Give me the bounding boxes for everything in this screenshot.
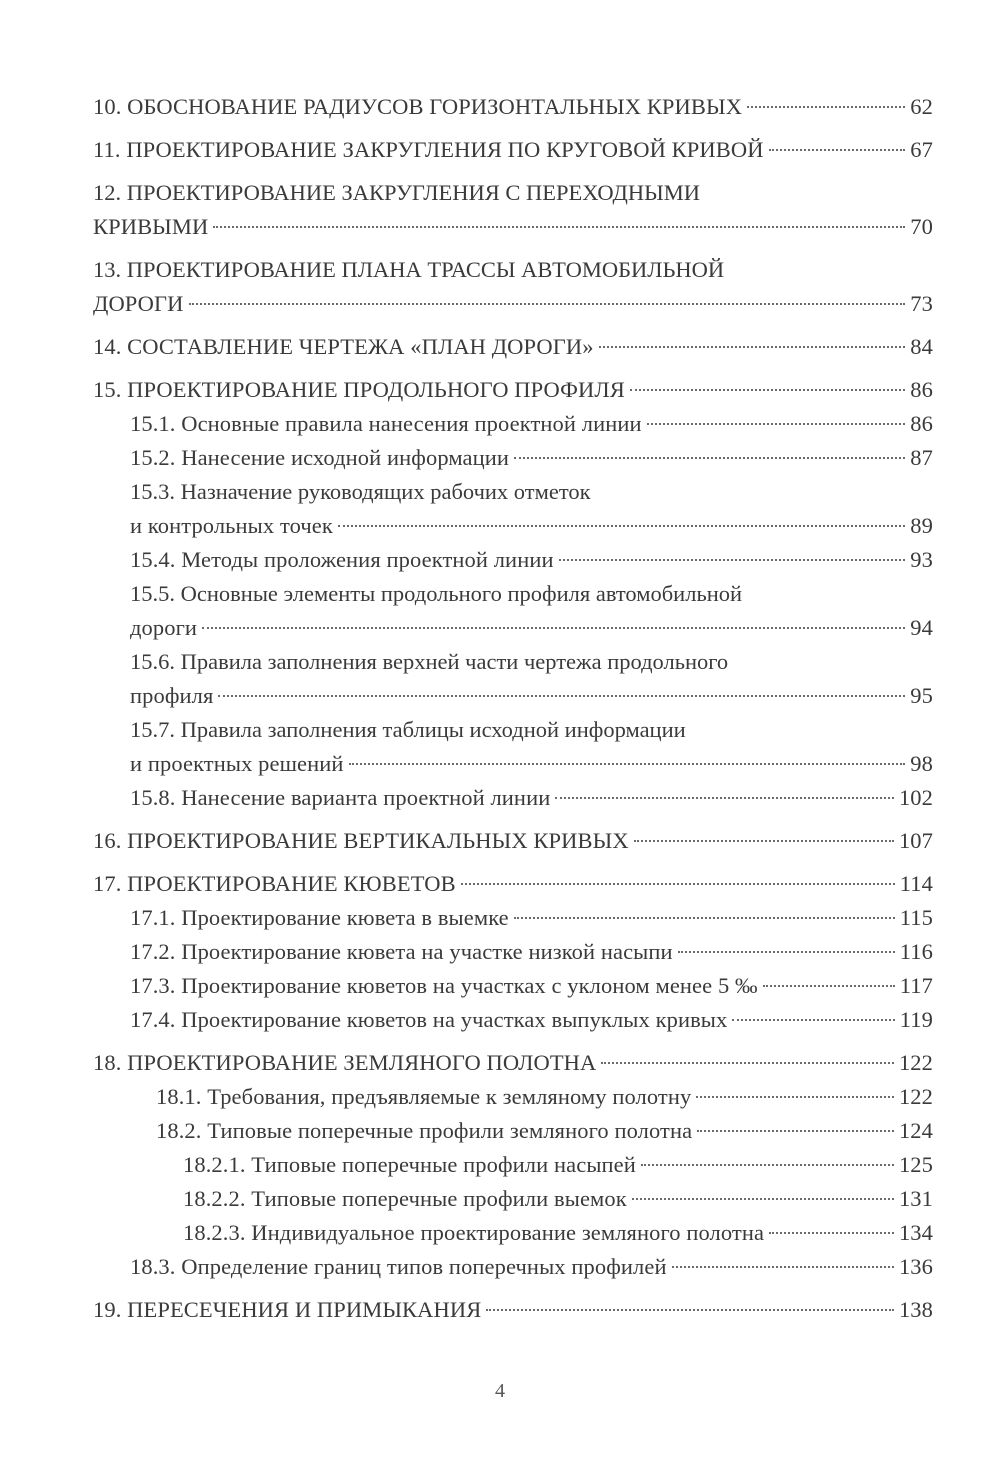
toc-entry-17 [93, 867, 933, 901]
dot-leader [747, 106, 905, 108]
dot-leader [218, 695, 905, 697]
dot-leader [696, 1096, 894, 1098]
toc-entry-page: 114 [899, 871, 933, 896]
toc-entry-18-1 [93, 1080, 933, 1114]
toc-entry-page: 70 [910, 214, 933, 239]
toc-entry-title-line2: профиля [130, 683, 214, 708]
toc-entry-title-line1: 15.3. Назначение руководящих рабочих отметок [130, 479, 591, 504]
toc-entry-page: 107 [898, 828, 933, 853]
dot-leader [514, 917, 895, 919]
toc-entry-title: 15.4. Методы проложения проектной линии [130, 547, 554, 572]
toc-entry-title: 15.1. Основные правила нанесения проектной линии [130, 411, 642, 436]
dot-leader [647, 423, 906, 425]
toc-entry-16 [93, 824, 933, 858]
toc-entry-page: 102 [898, 785, 933, 810]
toc-entry-17-2 [93, 935, 933, 969]
toc-entry-19 [93, 1293, 933, 1327]
page-number: 4 [495, 1380, 505, 1402]
dot-leader [461, 883, 895, 885]
toc-entry-page: 122 [898, 1050, 933, 1075]
toc-entry-15-3 [93, 475, 933, 543]
toc-entry-page: 87 [910, 445, 933, 470]
toc-entry-17-4 [93, 1003, 933, 1037]
toc-entry-page: 73 [910, 291, 933, 316]
toc-entry-page: 98 [910, 751, 933, 776]
dot-leader [202, 627, 905, 629]
dot-leader [486, 1309, 894, 1311]
dot-leader [338, 525, 905, 527]
dot-leader [634, 840, 894, 842]
dot-leader [213, 226, 905, 228]
toc-entry-page: 115 [899, 905, 933, 930]
toc-entry-15-8 [93, 781, 933, 815]
dot-leader [672, 1266, 894, 1268]
toc-entry-title: 17.4. Проектирование кюветов на участках выпуклых кривых [130, 1007, 728, 1032]
toc-entry-title: 15. ПРОЕКТИРОВАНИЕ ПРОДОЛЬНОГО ПРОФИЛЯ [93, 377, 625, 402]
toc-entry-page: 124 [898, 1118, 933, 1143]
toc-entry-page: 119 [899, 1007, 933, 1032]
dot-leader [763, 985, 895, 987]
toc-entry-11 [93, 133, 933, 167]
toc-entry-title-line2: и проектных решений [130, 751, 344, 776]
dot-leader [632, 1198, 894, 1200]
toc-entry-title: 11. ПРОЕКТИРОВАНИЕ ЗАКРУГЛЕНИЯ ПО КРУГОВОЙ КРИВОЙ [93, 137, 764, 162]
toc-entry-title: 17.1. Проектирование кювета в выемке [130, 905, 509, 930]
toc-entry-15-7 [93, 713, 933, 781]
toc-entry-title-line1: 15.7. Правила заполнения таблицы исходной информации [130, 717, 686, 742]
dot-leader [601, 1062, 894, 1064]
toc-entry-17-1 [93, 901, 933, 935]
toc-entry-page: 125 [898, 1152, 933, 1177]
toc-entry-13 [93, 253, 933, 321]
toc-entry-page: 134 [898, 1220, 933, 1245]
toc-entry-page: 94 [910, 615, 933, 640]
toc-entry-title: 17.2. Проектирование кювета на участке низкой насыпи [130, 939, 673, 964]
toc-entry-10 [93, 90, 933, 124]
toc-entry-title-line2: ДОРОГИ [93, 291, 184, 316]
toc-entry-page: 122 [898, 1084, 933, 1109]
toc-entry-title: 17.3. Проектирование кюветов на участках с уклоном менее 5 ‰ [130, 973, 758, 998]
toc-entry-18-2-1 [93, 1148, 933, 1182]
toc-entry-title: 14. СОСТАВЛЕНИЕ ЧЕРТЕЖА «ПЛАН ДОРОГИ» [93, 334, 594, 359]
dot-leader [514, 457, 905, 459]
toc-entry-title: 18.3. Определение границ типов поперечных профилей [130, 1254, 667, 1279]
toc-entry-page: 86 [910, 377, 933, 402]
toc-entry-page: 138 [898, 1297, 933, 1322]
toc-entry-title-line1: 15.6. Правила заполнения верхней части чертежа продольного [130, 649, 729, 674]
toc-entry-title: 17. ПРОЕКТИРОВАНИЕ КЮВЕТОВ [93, 871, 456, 896]
dot-leader [599, 346, 906, 348]
toc-entry-title: 18.2.1. Типовые поперечные профили насыпей [183, 1152, 636, 1177]
toc-entry-15 [93, 373, 933, 407]
toc-entry-18-2-3 [93, 1216, 933, 1250]
toc-entry-title: 10. ОБОСНОВАНИЕ РАДИУСОВ ГОРИЗОНТАЛЬНЫХ КРИВЫХ [93, 94, 743, 119]
dot-leader [349, 763, 906, 765]
toc-entry-page: 131 [898, 1186, 933, 1211]
toc-entry-title-line2: КРИВЫМИ [93, 214, 209, 239]
dot-leader [641, 1164, 894, 1166]
toc-entry-page: 86 [910, 411, 933, 436]
toc-entry-title: 18.2.3. Индивидуальное проектирование земляного полотна [183, 1220, 765, 1245]
dot-leader [630, 389, 905, 391]
table-of-contents [93, 90, 933, 1327]
dot-leader [769, 149, 906, 151]
toc-entry-15-4 [93, 543, 933, 577]
toc-entry-17-3 [93, 969, 933, 1003]
toc-entry-title: 18.2. Типовые поперечные профили земляного полотна [156, 1118, 693, 1143]
toc-entry-page: 93 [910, 547, 933, 572]
toc-entry-18 [93, 1046, 933, 1080]
toc-entry-page: 116 [899, 939, 933, 964]
toc-entry-18-2 [93, 1114, 933, 1148]
toc-entry-title: 18. ПРОЕКТИРОВАНИЕ ЗЕМЛЯНОГО ПОЛОТНА [93, 1050, 597, 1075]
toc-entry-12 [93, 176, 933, 244]
dot-leader [678, 951, 895, 953]
toc-entry-title: 18.1. Требования, предъявляемые к земляному полотну [156, 1084, 692, 1109]
toc-entry-title: 19. ПЕРЕСЕЧЕНИЯ И ПРИМЫКАНИЯ [93, 1297, 482, 1322]
dot-leader [555, 797, 894, 799]
toc-entry-page: 67 [910, 137, 933, 162]
toc-entry-title-line1: 15.5. Основные элементы продольного профиля автомобильной [130, 581, 743, 606]
toc-entry-title: 15.2. Нанесение исходной информации [130, 445, 510, 470]
toc-entry-18-3 [93, 1250, 933, 1284]
toc-entry-title: 16. ПРОЕКТИРОВАНИЕ ВЕРТИКАЛЬНЫХ КРИВЫХ [93, 828, 629, 853]
toc-entry-page: 136 [898, 1254, 933, 1279]
toc-entry-page: 95 [910, 683, 933, 708]
dot-leader [769, 1232, 894, 1234]
toc-entry-15-2 [93, 441, 933, 475]
toc-entry-15-6 [93, 645, 933, 713]
dot-leader [697, 1130, 894, 1132]
dot-leader [732, 1019, 894, 1021]
toc-entry-15-5 [93, 577, 933, 645]
toc-entry-title-line2: дороги [130, 615, 198, 640]
toc-entry-title: 18.2.2. Типовые поперечные профили выемок [183, 1186, 627, 1211]
toc-entry-18-2-2 [93, 1182, 933, 1216]
toc-entry-title-line2: и контрольных точек [130, 513, 333, 538]
toc-entry-page: 89 [910, 513, 933, 538]
toc-entry-title-line1: 12. ПРОЕКТИРОВАНИЕ ЗАКРУГЛЕНИЯ С ПЕРЕХОДНЫМИ [93, 180, 700, 205]
dot-leader [559, 559, 906, 561]
toc-entry-page: 62 [910, 94, 933, 119]
toc-entry-14 [93, 330, 933, 364]
dot-leader [189, 303, 906, 305]
toc-entry-page: 117 [899, 973, 933, 998]
toc-entry-15-1 [93, 407, 933, 441]
toc-entry-page: 84 [910, 334, 933, 359]
toc-entry-title: 15.8. Нанесение варианта проектной линии [130, 785, 551, 810]
toc-entry-title-line1: 13. ПРОЕКТИРОВАНИЕ ПЛАНА ТРАССЫ АВТОМОБИЛЬНОЙ [93, 257, 725, 282]
